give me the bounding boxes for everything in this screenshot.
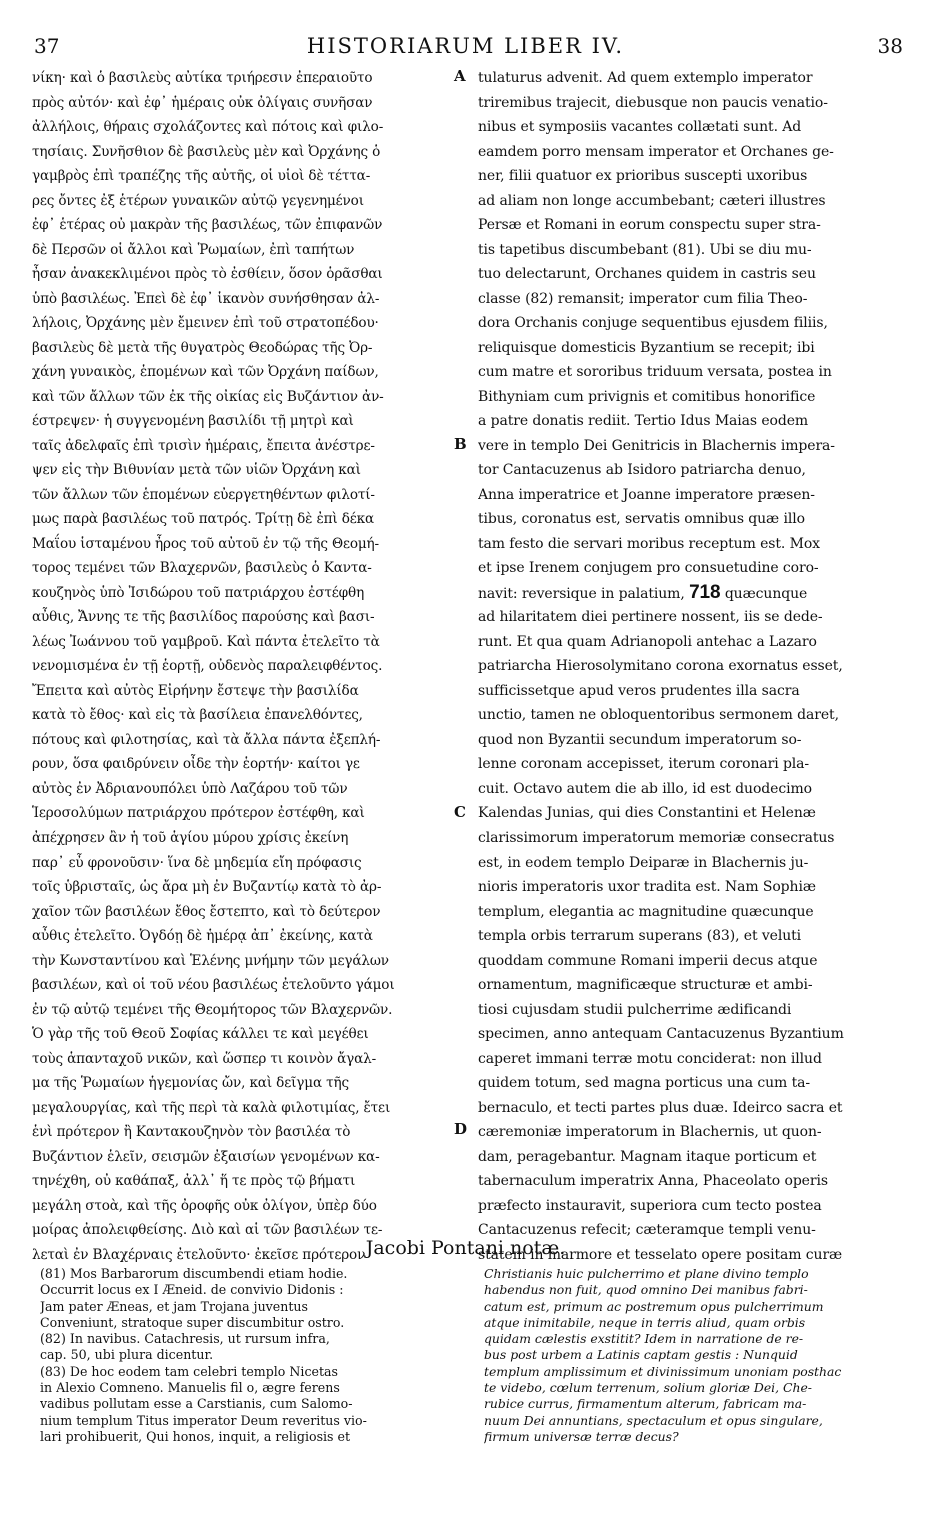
running-title: HISTORIARUM LIBER IV.: [306, 34, 625, 58]
latin-text-line: vere in templo Dei Genitricis in Blachernis impera-: [478, 437, 835, 454]
latin-text-line: quidem totum, sed magna porticus una cum ta-: [478, 1075, 810, 1092]
greek-text-line: ταῖς ἀδελφαῖς ἐπὶ τρισὶν ἡμέραις, ἔπειτα ἀνέστρε-: [32, 437, 375, 454]
latin-text-line: tibus, coronatus est, servatis omnibus quæ illo: [478, 511, 805, 528]
note-line: Jam pater Æneas, et jam Trojana juventus: [40, 1298, 308, 1314]
margin-letter-a: A: [454, 67, 466, 85]
latin-text-line: dora Orchanis conjuge sequentibus ejusdem filiis,: [478, 315, 828, 332]
greek-text-line: λέως Ἰωάννου τοῦ γαμβροῦ. Καὶ πάντα ἐτελεῖτο τὰ: [32, 633, 380, 650]
note-line: nium templum Titus imperator Deum reveritus vio-: [40, 1412, 367, 1428]
greek-text-line: κατὰ τὸ ἔθος· καὶ εἰς τὰ βασίλεια ἐπανελθόντες,: [32, 707, 363, 724]
greek-text-line: μοίρας ἀπολειφθείσης. Διὸ καὶ αἱ τῶν βασιλέων τε-: [32, 1222, 383, 1239]
greek-text-line: νενομισμένα ἐν τῇ ἑορτῇ, οὐδενὸς παραλειφθέντος.: [32, 658, 383, 675]
latin-text-line: cum matre et sororibus triduum versata, postea in: [478, 364, 832, 381]
latin-text-line: Cantacuzenus refecit; cæteramque templi venu-: [478, 1222, 816, 1239]
latin-text-line: Persæ et Romani in eorum conspectu super stra-: [478, 217, 821, 234]
latin-text-line: tor Cantacuzenus ab Isidoro patriarcha denuo,: [478, 462, 806, 479]
note-line: (82) In navibus. Catachresis, ut rursum infra,: [40, 1331, 330, 1347]
note-line: Occurrit locus ex I Æneid. de convivio Didonis :: [40, 1282, 344, 1298]
greek-text-line: έστρεψεν· ἡ συγγενομένη βασιλίδι τῇ μητρὶ καὶ: [32, 413, 354, 430]
latin-text-line: tiosi cujusdam studii pulcherrime ædificandi: [478, 1001, 792, 1018]
latin-line-tail: quæcunque: [720, 585, 808, 602]
greek-text-line: γαμβρὸς ἐπὶ τραπέζης τῆς αὐτῆς, οἱ υἱοὶ δὲ τέττα-: [32, 168, 371, 185]
column-number: 718: [689, 581, 721, 603]
note-line: te videbo, cœlum terrenum, solium gloriæ Dei, Che-: [484, 1380, 812, 1396]
greek-text-line: δὲ Περσῶν οἱ ἄλλοι καὶ Ῥωμαίων, ἐπὶ ταπήτων: [32, 241, 355, 258]
latin-text-line: statem in marmore et tesselato opere positam curæ: [478, 1246, 843, 1263]
latin-text-line: Kalendas Junias, qui dies Constantini et Helenæ: [478, 805, 816, 822]
latin-text-line: tam festo die servari moribus receptum est. Mox: [478, 535, 820, 552]
margin-letter-c: C: [454, 803, 466, 821]
latin-text-line: quod non Byzantii secundum imperatorum so-: [478, 731, 802, 748]
greek-text-line: Βυζάντιον ἑλεῖν, σεισμῶν ἐξαισίων γενομένων κα-: [32, 1148, 380, 1165]
greek-text-line: πότους καὶ φιλοτησίας, καὶ τὰ ἄλλα πάντα ἐξεπλή-: [32, 731, 381, 748]
page-number-right: 38: [877, 34, 903, 58]
latin-text-line: caperet immani terræ motu conciderat: non illud: [478, 1050, 822, 1067]
latin-text-line: ad aliam non longe accumbebant; cæteri illustres: [478, 192, 826, 209]
latin-text-line: templa orbis terrarum superans (83), et veluti: [478, 928, 802, 945]
note-line: bus post urbem a Latinis captam gestis : Nunquid: [484, 1347, 798, 1363]
latin-text-line: lenne coronam accepisset, iterum coronari pla-: [478, 756, 810, 773]
greek-text-line: παρ᾽ εὖ φρονοῦσιν· ἵνα δὲ μηδεμία εἴη πρόφασις: [32, 854, 362, 871]
latin-text-line: patriarcha Hierosolymitano corona exornatus esset,: [478, 658, 843, 675]
greek-text-line: χάνη γυναικὸς, ἑπομένων καὶ τῶν Ὀρχάνη παίδων,: [32, 364, 379, 381]
greek-text-line: μεγάλη στοὰ, καὶ τῆς ὀροφῆς οὐκ ὀλίγον, ὑπὲρ δύο: [32, 1197, 377, 1214]
latin-text-line: est, in eodem templo Deiparæ in Blachernis ju-: [478, 854, 809, 871]
latin-text-line: Bithyniam cum privignis et comitibus honorifice: [478, 388, 816, 405]
greek-text-line: ρες ὄντες ἐξ ἑτέρων γυναικῶν αὐτῷ γεγενημένοι: [32, 192, 364, 209]
latin-text-line: sufficissetque apud veros prudentes illa sacra: [478, 682, 800, 699]
notes-left-column: [40, 1266, 470, 1445]
greek-text-line: τοὺς ἁπανταχοῦ νικῶν, καὶ ὥσπερ τι κοινὸν ἄγαλ-: [32, 1050, 377, 1067]
greek-text-line: βασιλέων, καὶ οἱ τοῦ νέου βασιλέως ἐτελοῦντο γάμοι: [32, 977, 395, 994]
latin-text-line: specimen, anno antequam Cantacuzenus Byzantium: [478, 1026, 844, 1043]
note-line: rubice currus, firmamentum alterum, fabricam ma-: [484, 1396, 807, 1412]
note-line: Conveniunt, stratoque super discumbitur ostro.: [40, 1314, 345, 1330]
greek-text-line: λήλοις, Ὀρχάνης μὲν ἔμεινεν ἐπὶ τοῦ στρατοπέδου·: [32, 315, 379, 332]
latin-text-line: navit: reversique in palatium, 718 quæcunque: [478, 581, 808, 603]
notes-heading: Jacobi Pontani notæ.: [365, 1237, 566, 1259]
greek-text-line: Μαΐου ἱσταμένου ἦρος τοῦ αὐτοῦ ἐν τῷ τῆς Θεομή-: [32, 535, 379, 552]
latin-text-line: reliquisque domesticis Byzantium se recepit; ibi: [478, 339, 815, 356]
greek-text-line: τηνέχθη, οὐ καθάπαξ, ἀλλ᾽ ἥ τε πρὸς τῷ βήματι: [32, 1173, 356, 1190]
greek-text-line: μως παρὰ βασιλέως τοῦ πατρός. Τρίτῃ δὲ ἐπὶ δέκα: [32, 511, 375, 528]
greek-text-line: ἀπέχρησεν ἂν ἡ τοῦ ἁγίου μύρου χρίσις ἐκείνη: [32, 829, 349, 846]
margin-letter-d: D: [454, 1120, 468, 1138]
note-line: Christianis huic pulcherrimo et plane divino templo: [484, 1266, 809, 1281]
greek-text-line: μα τῆς Ῥωμαίων ἡγεμονίας ὤν, καὶ δεῖγμα τῆς: [32, 1075, 349, 1092]
latin-text-line: tabernaculum imperatrix Anna, Phaceolato operis: [478, 1173, 828, 1190]
latin-text-line: cæremoniæ imperatorum in Blachernis, ut quon-: [478, 1124, 822, 1141]
greek-text-line: λεταὶ ἐν Βλαχέρναις ἐτελοῦντο· ἐκεῖσε πρότερον: [32, 1246, 366, 1263]
note-line: firmum universæ terræ decus?: [484, 1428, 679, 1444]
latin-text-line: runt. Et qua quam Adrianopoli antehac a Lazaro: [478, 633, 817, 650]
latin-text-line: Anna imperatrice et Joanne imperatore præsen-: [478, 486, 815, 503]
latin-text-line: nibus et symposiis vacantes collætati sunt. Ad: [478, 119, 802, 136]
greek-text-line: ψεν εἰς τὴν Βιθυνίαν μετὰ τῶν υἱῶν Ὀρχάνη καὶ: [32, 462, 361, 479]
latin-text-line: clarissimorum imperatorum memoriæ consecratus: [478, 829, 835, 846]
latin-text-line: cuit. Octavo autem die ab illo, id est duodecimo: [478, 780, 812, 797]
greek-text-line: τῶν ἄλλων τῶν ἑπομένων εὐεργετηθέντων φιλοτί-: [32, 486, 375, 503]
latin-text-line: tulaturus advenit. Ad quem extemplo imperator: [478, 70, 813, 86]
note-line: (81) Mos Barbarorum discumbendi etiam hodie.: [40, 1266, 348, 1281]
greek-text-line: κουζηνὸς ὑπὸ Ἰσιδώρου τοῦ πατριάρχου ἐστέφθη: [32, 584, 365, 601]
note-line: lari prohibuerit, Qui honos, inquit, a religiosis et: [40, 1428, 351, 1444]
latin-text-line: unctio, tamen ne obloquentoribus sermonem daret,: [478, 707, 839, 724]
greek-text-line: ρουν, ὅσα φαιδρύνειν οἶδε τὴν ἑορτήν· καίτοι γε: [32, 756, 360, 773]
greek-text-line: τορος τεμένει τῶν Βλαχερνῶν, βασιλεὺς ὁ Καντα-: [32, 560, 372, 577]
greek-text-line: ἐν τῷ αὐτῷ τεμένει τῆς Θεομήτορος τῶν Βλαχερνῶν.: [32, 1001, 393, 1018]
greek-text-line: ἀλλήλοις, θήραις σχολάζοντες καὶ πότοις καὶ φιλο-: [32, 119, 384, 136]
greek-text-line: τὴν Κωνσταντίνου καὶ Ἑλένης μνήμην τῶν μεγάλων: [32, 952, 389, 969]
note-line: nuum Dei annuntians, spectaculum et opus singulare,: [484, 1412, 823, 1428]
greek-text-line: νίκη· καὶ ὁ βασιλεὺς αὐτίκα τριήρεσιν ἐπεραιοῦτο: [32, 70, 373, 86]
page-number-left: 37: [34, 34, 60, 58]
greek-text-line: ἑνὶ πρότερον ἢ Καντακουζηνὸν τὸν βασιλέα τὸ: [32, 1124, 351, 1141]
note-line: templum amplissimum et divinissimum unoniam posthac: [484, 1363, 842, 1379]
latin-text-line: et ipse Irenem conjugem pro consuetudine coro-: [478, 560, 819, 577]
latin-text-line: tuo delectarunt, Orchanes quidem in castris seu: [478, 266, 816, 283]
greek-text-line: Ἔπειτα καὶ αὐτὸς Εἰρήνην ἔστεψε τὴν βασιλίδα: [32, 682, 359, 699]
greek-text-line: ἦσαν ἀνακεκλιμένοι πρὸς τὸ ἐσθίειν, ὅσον ὁρᾶσθαι: [32, 266, 383, 283]
note-line: catum est, primum ac postremum opus pulcherrimum: [484, 1298, 824, 1314]
note-line: (83) De hoc eodem tam celebri templo Nicetas: [40, 1363, 338, 1379]
note-line: atque inimitabile, neque in terris aliud, quam orbis: [484, 1314, 806, 1330]
latin-text-column: [478, 66, 902, 1267]
note-line: quidam cælestis exstitit? Idem in narratione de re-: [484, 1331, 804, 1347]
latin-text-line: præfecto instauravit, superiora cum tecto postea: [478, 1197, 822, 1214]
greek-text-column: [32, 66, 464, 1267]
greek-text-line: αὖθις ἐτελεῖτο. Ὀγδόῃ δὲ ἡμέρᾳ ἀπ᾽ ἐκείνης, κατὰ: [32, 928, 373, 945]
note-line: in Alexio Comneno. Manuelis fil o, ægre ferens: [40, 1380, 340, 1396]
greek-text-line: μεγαλουργίας, καὶ τῆς περὶ τὰ καλὰ φιλοτιμίας, ἔτει: [32, 1099, 391, 1116]
latin-text-line: a patre donatis rediit. Tertio Idus Maias eodem: [478, 413, 809, 430]
latin-text-line: ornamentum, magnificæque structuræ et ambi-: [478, 977, 813, 994]
latin-text-line: triremibus trajecit, diebusque non paucis venatio-: [478, 94, 828, 111]
greek-text-line: ἐφ᾽ ἑτέρας οὐ μακρὰν τῆς βασιλέως, τῶν ἐπιφανῶν: [32, 217, 383, 234]
greek-text-line: ὑπὸ βασιλέως. Ἐπεὶ δὲ ἐφ᾽ ἱκανὸν συνήσθησαν ἀλ-: [32, 290, 380, 307]
latin-text-line: ad hilaritatem diei pertinere nossent, iis se dede-: [478, 609, 823, 626]
note-line: habendus non fuit, quod omnino Dei manibus fabri-: [484, 1282, 808, 1298]
latin-text-line: dam, peragebantur. Magnam itaque porticum et: [478, 1148, 817, 1165]
latin-text-line: tis tapetibus discumbebant (81). Ubi se diu mu-: [478, 241, 812, 258]
greek-text-line: τησίαις. Συνῆσθιον δὲ βασιλεὺς μὲν καὶ Ὀρχάνης ὁ: [32, 143, 381, 160]
greek-text-line: καὶ τῶν ἄλλων τῶν ἐκ τῆς οἰκίας εἰς Βυζάντιον ἀν-: [32, 388, 384, 405]
greek-text-line: Ἱεροσολύμων πατριάρχου πρότερον ἐστέφθη, καὶ: [32, 805, 365, 822]
greek-text-line: πρὸς αὐτόν· καὶ ἐφ᾽ ἡμέραις οὐκ ὀλίγαις συνῆσαν: [32, 94, 373, 111]
greek-text-line: αὖθις, Ἄννης τε τῆς βασιλίδος παρούσης καὶ βασι-: [32, 609, 375, 626]
latin-text-line: bernaculo, et tecti partes plus duæ. Ideirco sacra et: [478, 1099, 843, 1116]
greek-text-line: Ὁ γὰρ τῆς τοῦ Θεοῦ Σοφίας κάλλει τε καὶ μεγέθει: [32, 1026, 369, 1043]
latin-text-line: ner, filii quatuor ex prioribus suscepti uxoribus: [478, 168, 808, 185]
note-line: cap. 50, ubi plura dicentur.: [40, 1347, 214, 1363]
greek-text-line: τοῖς ὑβρισταῖς, ὡς ἄρα μὴ ἐν Βυζαντίῳ κατὰ τὸ ἀρ-: [32, 879, 382, 896]
margin-letter-b: B: [454, 435, 467, 453]
latin-text-line: classe (82) remansit; imperator cum filia Theo-: [478, 290, 808, 307]
latin-text-line: templum, elegantia ac magnitudine quæcunque: [478, 903, 814, 920]
latin-text-line: nioris imperatoris uxor tradita est. Nam Sophiæ: [478, 879, 816, 896]
greek-text-line: χαῖον τῶν βασιλέων ἔθος ἔστεπτο, καὶ τὸ δεύτερον: [32, 903, 381, 920]
note-line: vadibus pollutam esse a Carstianis, cum Salomo-: [40, 1396, 353, 1412]
notes-right-column: [484, 1266, 904, 1445]
greek-text-line: αὐτὸς ἐν Ἀδριανουπόλει ὑπὸ Λαζάρου τοῦ τῶν: [32, 780, 348, 797]
greek-text-line: βασιλεὺς δὲ μετὰ τῆς θυγατρὸς Θεοδώρας τῆς Ὀρ-: [32, 339, 373, 356]
latin-text-line: eamdem porro mensam imperator et Orchanes ge-: [478, 143, 834, 160]
latin-text-line: quoddam commune Romani imperii decus atque: [478, 952, 818, 969]
